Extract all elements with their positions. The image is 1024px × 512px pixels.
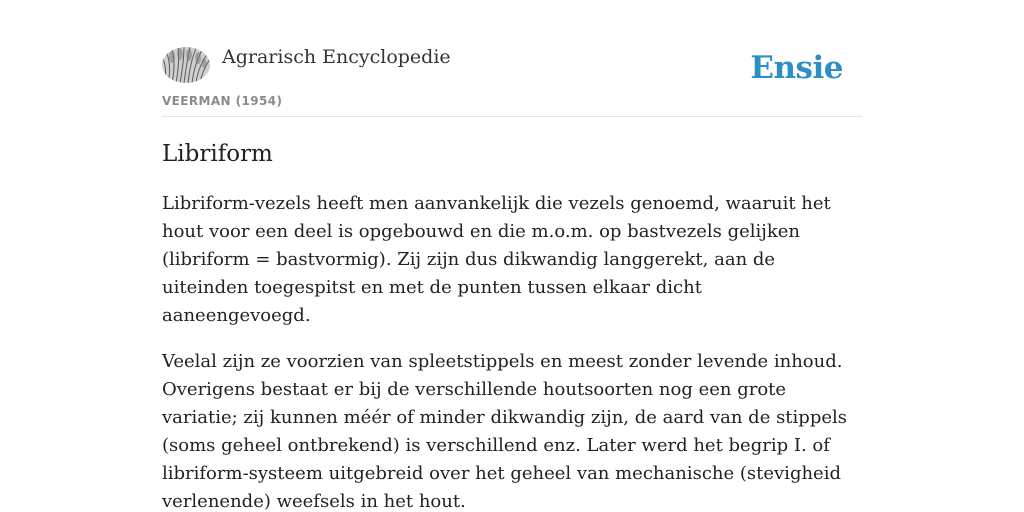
publication-title[interactable]: Agrarisch Encyclopedie xyxy=(222,46,451,68)
article-paragraph: Veelal zijn ze voorzien van spleetstippels en meest zonder levende inhoud. Overigens bestaat er bij de verschillende houtsoorten nog een grote variatie; zij kunnen méér of minder dikwandig zijn, de aard van de stippels (soms geheel ontbrekend) is verschillend enz. Later werd het begrip I. of libriform-systeem uitgebreid over het geheel van mechanische (stevigheid verlenende) weefsels in het hout. xyxy=(162,351,847,512)
article-title: Libriform xyxy=(162,141,273,167)
wheat-grain-icon xyxy=(162,47,210,83)
article-paragraph: Libriform-vezels heeft men aanvankelijk die vezels genoemd, waaruit het hout voor een deel is opgebouwd en die m.o.m. op bastvezels gelijken (libriform = bastvormig). Zij zijn dus dikwandig langgerekt, aan de uiteinden toegespitst en met de punten tussen elkaar dicht aaneengevoegd. xyxy=(162,193,831,326)
publication-author-year[interactable]: VEERMAN (1954) xyxy=(162,94,283,108)
ensie-logo-link[interactable]: Ensie xyxy=(750,50,843,86)
publication-header xyxy=(162,44,862,117)
article-content xyxy=(162,138,852,512)
